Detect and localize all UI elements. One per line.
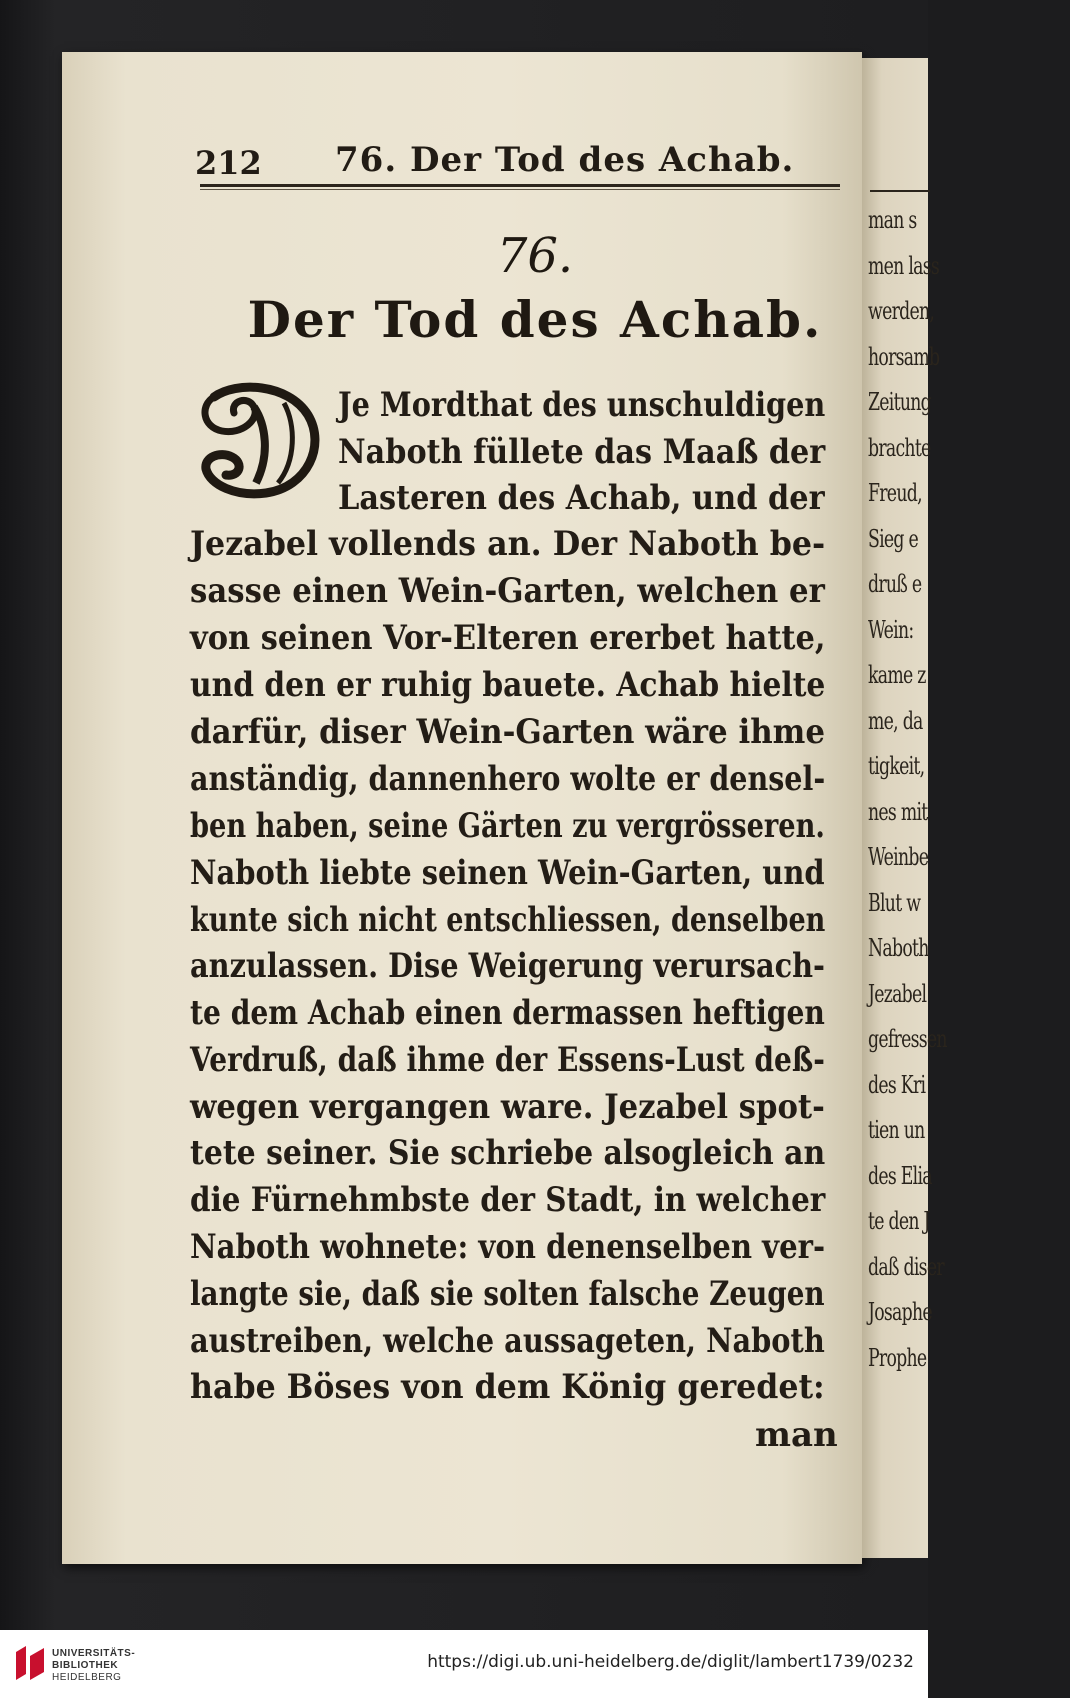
catchword: man [755,1415,838,1455]
next-page-line: Josaphe [868,1298,932,1326]
next-page-line: druß e [868,570,922,598]
text-line: Naboth liebte seinen Wein-Garten, und [190,853,825,893]
drop-cap-d-icon [196,375,324,505]
text-line: Lasteren des Achab, und der [338,478,825,518]
text-line: Je Mordthat des unschuldigen [338,385,826,425]
next-page-line: Zeitung [868,388,931,416]
chapter-number: 76. [496,228,574,284]
next-page-line: Jezabel [868,979,927,1008]
next-page-line: gefressen [868,1025,947,1053]
institution-line-3: HEIDELBERG [52,1672,122,1683]
text-line: te dem Achab einen dermassen heftigen [190,993,825,1033]
text-line: und den er ruhig bauete. Achab hielte [190,665,826,705]
text-line: von seinen Vor-Elteren ererbet hatte, [190,618,826,658]
text-line: anständig, dannenhero wolte er densel- [190,759,826,799]
text-line: Naboth wohnete: von denenselben ver- [190,1227,826,1267]
text-line: austreiben, welche aussageten, Naboth [190,1321,825,1361]
institution-line-1: UNIVERSITÄTS- [52,1648,136,1659]
text-line: sasse einen Wein-Garten, welchen er [190,571,825,611]
next-page-line: Blut w [868,888,921,917]
next-page-line: tigkeit, [868,752,925,780]
text-line: kunte sich nicht entschliessen, denselben [190,900,826,940]
next-page-line: te den J [868,1207,930,1235]
next-page-line: Prophe [868,1343,927,1372]
text-line: Naboth füllete das Maaß der [338,432,826,472]
page-header [195,140,835,190]
next-page-line: des Elia [868,1161,932,1190]
next-page-line: Sieg e [868,524,919,553]
next-page-line: nes mit [868,797,928,826]
next-page-line: horsamb [868,342,940,371]
next-page-line: tien un [868,1116,925,1144]
header-rule-thin [200,189,840,190]
header-rule [200,184,840,187]
next-page-line: man s [868,206,917,234]
next-page-line: men lass [868,251,940,280]
text-line: Jezabel vollends an. Der Naboth be- [190,524,826,564]
next-page-line: kame z [868,661,926,689]
page-number: 212 [195,144,262,182]
text-line: tete seiner. Sie schriebe alsogleich an [190,1133,826,1173]
running-head: 76. Der Tod des Achab. [335,140,795,180]
text-line: anzulassen. Dise Weigerung verursach- [190,946,826,986]
library-logo-icon [12,1642,48,1684]
next-page-line: brachte [868,433,931,462]
text-line: darfür, diser Wein-Garten wäre ihme [190,712,825,752]
viewer-footer [0,1630,928,1698]
next-page-line: des Kri [868,1070,926,1099]
text-line: Verdruß, daß ihme der Essens-Lust deß- [190,1040,825,1080]
permalink-url[interactable]: https://digi.ub.uni-heidelberg.de/diglit/lambert1739/0232 [427,1652,914,1672]
next-page-line: werden, [868,297,935,325]
next-page-line: me, da [868,706,923,735]
institution-line-2: BIBLIOTHEK [52,1660,119,1671]
next-page-rule [870,190,930,192]
next-page-line: daß diser [868,1252,944,1281]
next-page-line: Weinbe [868,843,929,871]
chapter-title: Der Tod des Achab. [247,290,823,349]
text-line: die Fürnehmbste der Stadt, in welcher [190,1180,826,1220]
text-line: habe Böses von dem König geredet: [190,1367,825,1407]
next-page-line: Wein: [868,615,914,644]
text-line: langte sie, daß sie solten falsche Zeugen [190,1274,825,1314]
next-page-line: Freud, [868,479,922,507]
text-line: ben haben, seine Gärten zu vergrösseren. [190,806,825,846]
next-page-line: Naboth [868,934,929,962]
text-line: wegen vergangen ware. Jezabel spot- [190,1087,825,1127]
